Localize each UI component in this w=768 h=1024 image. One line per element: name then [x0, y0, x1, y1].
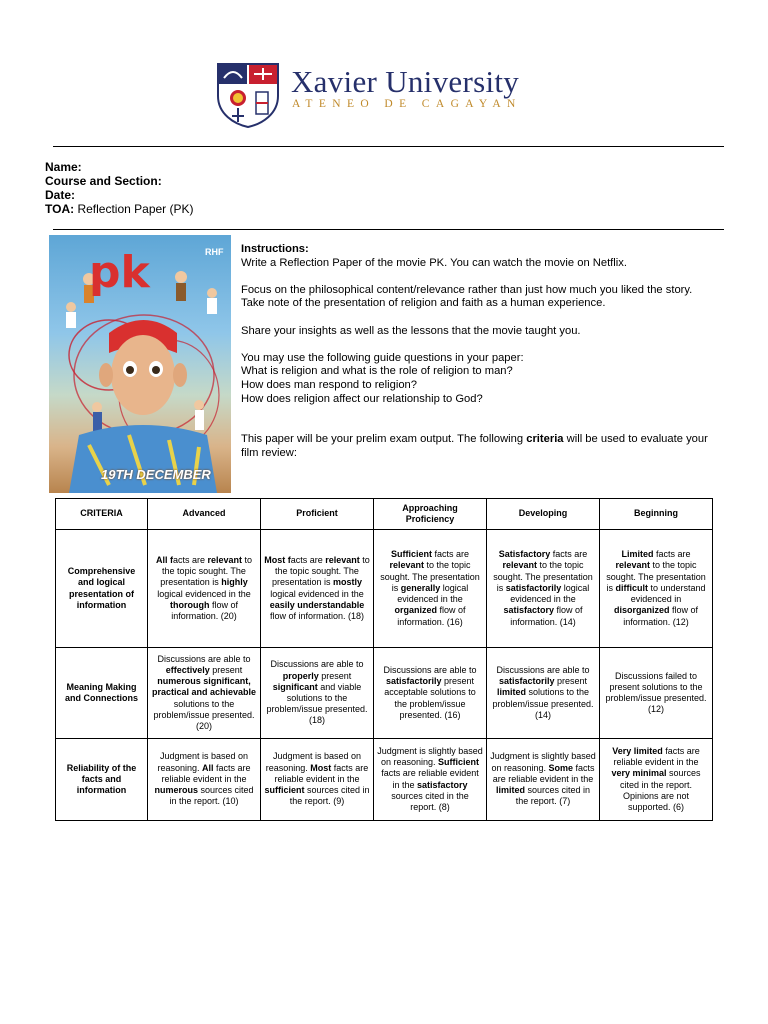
fields-divider	[53, 229, 724, 230]
rubric-cell	[600, 739, 713, 821]
rubric-header-cell: Advanced	[148, 499, 261, 530]
cell-text: acts are	[172, 554, 208, 565]
emphasis-text: relevant	[325, 554, 360, 565]
cell-text: flow of information. (20)	[171, 599, 238, 621]
date-label: Date:	[45, 188, 76, 202]
instruction-line: film review:	[241, 446, 297, 459]
cell-text: present	[554, 676, 588, 687]
emphasis-text: Limited	[621, 549, 654, 560]
cell-text: solutions to the problem/issue presented. (20)	[153, 698, 255, 731]
rubric-header-cell: Approaching Proficiency	[374, 499, 487, 530]
emphasis-text: Sufficient	[438, 757, 480, 768]
emphasis-text: satisfactorily	[498, 676, 555, 687]
emphasis-text: easily understandable	[269, 599, 365, 610]
emphasis-text: limited	[496, 687, 526, 698]
guide-question: How does man respond to religion?	[241, 378, 417, 391]
cell-text: Discussions are able to	[270, 659, 364, 670]
poster-badge: RHF	[205, 247, 224, 257]
rubric-header-cell: Beginning	[600, 499, 713, 530]
university-subtitle: ATENEO DE CAGAYAN	[292, 98, 522, 110]
name-field	[45, 160, 82, 174]
movie-poster	[49, 235, 231, 493]
cell-text: sources cited in the report. (7)	[515, 785, 591, 807]
cell-text: present	[209, 664, 243, 675]
cell-text: logical evidenced in the	[270, 588, 364, 599]
emphasis-text: disorganized	[613, 605, 670, 616]
criteria-cell: Reliability of the facts and information	[56, 739, 148, 821]
rubric-header-cell: Proficient	[261, 499, 374, 530]
emphasis-text: satisfactory	[503, 605, 554, 616]
emphasis-text: satisfactorily	[505, 582, 562, 593]
university-seal-icon	[216, 62, 280, 128]
course-field	[45, 174, 162, 188]
emphasis-text: numerous	[154, 785, 198, 796]
cell-text: flow of information. (12)	[623, 605, 699, 627]
cell-text: to the topic sought. The presentation is	[271, 554, 370, 588]
rubric-header-cell: CRITERIA	[56, 499, 148, 530]
rubric-cell	[374, 739, 487, 821]
cell-text: facts are	[653, 549, 691, 560]
cell-text: present	[318, 670, 352, 681]
cell-text: and viable solutions to the problem/issue presented. (18)	[266, 681, 368, 726]
cell-text: Judgment is based on reasoning.	[157, 751, 249, 773]
emphasis-text: All f	[155, 554, 173, 565]
emphasis-text: Sufficient	[390, 549, 432, 560]
emphasis-text: Most	[310, 762, 332, 773]
rubric-cell	[487, 739, 600, 821]
rubric-cell	[261, 530, 374, 648]
instruction-line: Take note of the presentation of religion and faith as a human experience.	[241, 297, 606, 310]
rubric-row	[56, 530, 713, 648]
cell-text: Judgment is based on reasoning.	[265, 751, 362, 773]
cell-text: acts are	[290, 554, 326, 565]
cell-text: facts are	[432, 549, 470, 560]
cell-text: facts are reliable evident in the	[274, 762, 369, 784]
cell-text: facts are	[550, 549, 588, 560]
cell-text: to the topic sought. The presentation is	[380, 560, 480, 593]
course-label: Course and Section:	[45, 174, 162, 188]
cell-text: Judgment is slightly based on reasoning.	[377, 745, 483, 768]
emphasis-text: highly	[221, 577, 248, 588]
poster-title: pk	[89, 247, 150, 298]
rubric-cell	[600, 530, 713, 648]
rubric-header-row	[56, 499, 713, 530]
emphasis-text: satisfactorily	[385, 676, 442, 687]
criteria-cell: Comprehensive and logical presentation of information	[56, 530, 148, 648]
emphasis-text: very minimal	[611, 768, 667, 779]
emphasis-text: relevant	[502, 560, 537, 571]
rubric-cell	[261, 648, 374, 739]
instruction-line: You may use the following guide questions in your paper:	[241, 351, 524, 364]
rubric-cell	[148, 648, 261, 739]
criteria-intro-end: will be used to evaluate your	[563, 433, 708, 446]
instructions-block	[241, 243, 721, 461]
cell-text: to the topic sought. The presentation is	[160, 554, 253, 588]
cell-text: sources cited in the report. (9)	[289, 785, 370, 807]
emphasis-text: All	[202, 762, 214, 773]
emphasis-text: difficult	[615, 582, 648, 593]
cell-text: Judgment is slightly based on reasoning.	[490, 751, 596, 773]
rubric-cell	[600, 648, 713, 739]
emphasis-text: Very limited	[612, 745, 663, 756]
poster-release-date: 19TH DECEMBER	[101, 467, 211, 482]
cell-text: sources cited in the report. (10)	[169, 785, 254, 807]
rubric-table	[55, 498, 713, 821]
cell-text: flow of information. (16)	[397, 605, 466, 627]
cell-text: sources cited in the report. (8)	[391, 790, 469, 812]
header-divider	[53, 146, 724, 147]
emphasis-text: sufficient	[264, 785, 305, 796]
emphasis-text: limited	[495, 785, 525, 796]
criteria-intro: This paper will be your prelim exam output. The following	[241, 433, 527, 446]
cell-text: flow of information. (14)	[510, 605, 583, 627]
emphasis-text: effectively	[165, 664, 210, 675]
cell-text: facts are reliable evident in the	[492, 762, 595, 784]
instruction-line: Write a Reflection Paper of the movie PK. You can watch the movie on Netflix.	[241, 256, 627, 269]
guide-question: What is religion and what is the role of religion to man?	[241, 365, 513, 378]
rubric-cell	[374, 648, 487, 739]
emphasis-text: Satisfactory	[498, 549, 551, 560]
emphasis-text: mostly	[333, 577, 363, 588]
cell-text: solutions to the problem/issue presented. (14)	[492, 687, 594, 720]
university-name: Xavier University	[291, 64, 520, 99]
rubric-cell	[261, 739, 374, 821]
rubric-cell	[487, 530, 600, 648]
cell-text: Discussions are able to	[496, 664, 590, 675]
instruction-line: Share your insights as well as the lessons that the movie taught you.	[241, 324, 581, 337]
emphasis-text: satisfactory	[417, 779, 468, 790]
date-field	[45, 188, 75, 202]
cell-text: Discussions are able to	[157, 653, 251, 664]
emphasis-text: relevant	[207, 554, 243, 565]
cell-text: Discussions are able to	[383, 664, 477, 675]
emphasis-text: properly	[282, 670, 319, 681]
cell-text: Discussions failed to present solutions to the problem/issue presented. (12)	[605, 670, 707, 715]
guide-question: How does religion affect our relationship to God?	[241, 392, 483, 405]
emphasis-text: relevant	[615, 560, 650, 571]
criteria-cell: Meaning Making and Connections	[56, 648, 148, 739]
emphasis-text: numerous significant, practical and achievable	[151, 676, 257, 698]
cell-text: to the topic sought. The presentation is	[606, 560, 706, 593]
cell-text: facts are reliable evident in the	[381, 768, 479, 790]
emphasis-text: thorough	[169, 599, 210, 610]
emphasis-text: Most f	[264, 554, 291, 565]
name-label: Name:	[45, 160, 82, 174]
emphasis-text: generally	[400, 582, 441, 593]
toa-value: Reflection Paper (PK)	[77, 202, 194, 216]
rubric-header-cell: Developing	[487, 499, 600, 530]
toa-label: TOA:	[45, 202, 75, 216]
cell-text: to understand evidenced in	[630, 582, 706, 605]
instruction-line	[241, 433, 721, 447]
toa-field	[45, 202, 194, 216]
emphasis-text: significant	[272, 681, 318, 692]
cell-text: logical evidenced in the	[157, 588, 251, 599]
cell-text: facts are reliable evident in the	[613, 745, 700, 768]
cell-text: facts are reliable evident in the	[161, 762, 251, 784]
criteria-emphasis: criteria	[526, 433, 564, 446]
cell-text: sources cited in the report. Opinions are not supported. (6)	[619, 768, 701, 812]
rubric-row	[56, 648, 713, 739]
emphasis-text: relevant	[389, 560, 424, 571]
emphasis-text: Some	[548, 762, 574, 773]
cell-text: to the topic sought. The presentation is	[493, 560, 593, 593]
cell-text: present acceptable solutions to the problem/issue presented. (16)	[384, 676, 476, 720]
rubric-cell	[148, 739, 261, 821]
rubric-cell	[374, 530, 487, 648]
instruction-line: Focus on the philosophical content/relevance rather than just how much you liked the story.	[241, 283, 693, 296]
cell-text: flow of information. (18)	[269, 610, 365, 621]
cell-text: logical evidenced in the	[397, 582, 469, 605]
emphasis-text: organized	[394, 605, 437, 616]
rubric-cell	[148, 530, 261, 648]
cell-text: logical evidenced in the	[510, 582, 590, 605]
rubric-row	[56, 739, 713, 821]
instructions-heading: Instructions:	[241, 243, 309, 255]
rubric-cell	[487, 648, 600, 739]
